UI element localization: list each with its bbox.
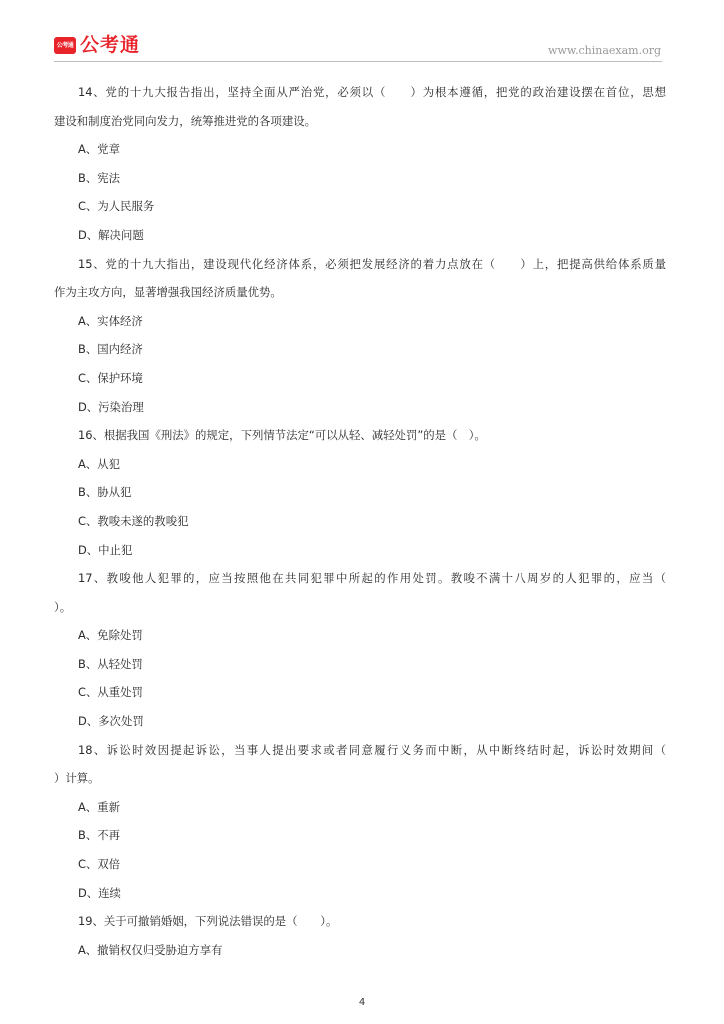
question-stem: 16、根据我国《刑法》的规定，下列情节法定“可以从轻、减轻处罚”的是（ ）。 [78,428,486,443]
logo-text: 公考通 [80,34,141,56]
page-number: 4 [358,997,366,1008]
question-stem: 19、关于可撤销婚姻，下列说法错误的是（ ）。 [78,914,338,929]
answer-option: C、保护环境 [78,370,143,385]
answer-option: A、重新 [78,799,120,814]
question-15 [54,250,666,422]
answer-option: B、不再 [78,828,120,843]
answer-option: C、双倍 [78,857,121,872]
question-list [54,78,666,964]
answer-option: A、从犯 [78,456,120,471]
question-stem: ）计算。 [54,771,100,786]
question-stem: 17、教唆他人犯罪的，应当按照他在共同犯罪中所起的作用处罚。教唆不满十八周岁的人犯罪的，应当（ [78,571,666,586]
question-18 [54,736,666,908]
question-14 [54,78,666,250]
question-stem: 作为主攻方向，显著增强我国经济质量优势。 [54,285,282,300]
question-stem: ）。 [54,599,72,614]
site-url: www.chinaexam.org [548,44,661,57]
answer-option: C、为人民服务 [78,199,155,214]
question-19 [54,907,666,964]
answer-option: D、污染治理 [78,399,144,414]
answer-option: D、多次处罚 [78,714,144,729]
answer-option: D、中止犯 [78,542,133,557]
answer-option: B、国内经济 [78,342,143,357]
question-16 [54,421,666,564]
answer-option: A、实体经济 [78,313,143,328]
header-divider [54,61,662,62]
question-stem: 18、诉讼时效因提起诉讼，当事人提出要求或者同意履行义务而中断，从中断终结时起，诉讼时效期间（ [78,742,666,757]
answer-option: D、解决问题 [78,227,144,242]
answer-option: C、教唆未遂的教唆犯 [78,513,189,528]
answer-option: D、连续 [78,885,121,900]
answer-option: B、胁从犯 [78,485,132,500]
answer-option: A、党章 [78,142,120,157]
answer-option: A、免除处罚 [78,628,143,643]
logo-badge: 公考通 [54,37,76,54]
question-stem: 15、党的十九大指出，建设现代化经济体系，必须把发展经济的着力点放在（ ）上，把提高供给体系质量 [78,256,666,271]
page-header [0,0,724,64]
answer-option: C、从重处罚 [78,685,143,700]
answer-option: A、撤销权仅归受胁迫方享有 [78,942,223,957]
answer-option: B、宪法 [78,170,120,185]
question-stem: 14、党的十九大报告指出，坚持全面从严治党，必须以（ ）为根本遵循，把党的政治建设摆在首位，思想 [78,85,666,99]
question-stem: 建设和制度治党同向发力，统筹推进党的各项建设。 [54,113,316,128]
answer-option: B、从轻处罚 [78,656,143,671]
question-17 [54,564,666,736]
